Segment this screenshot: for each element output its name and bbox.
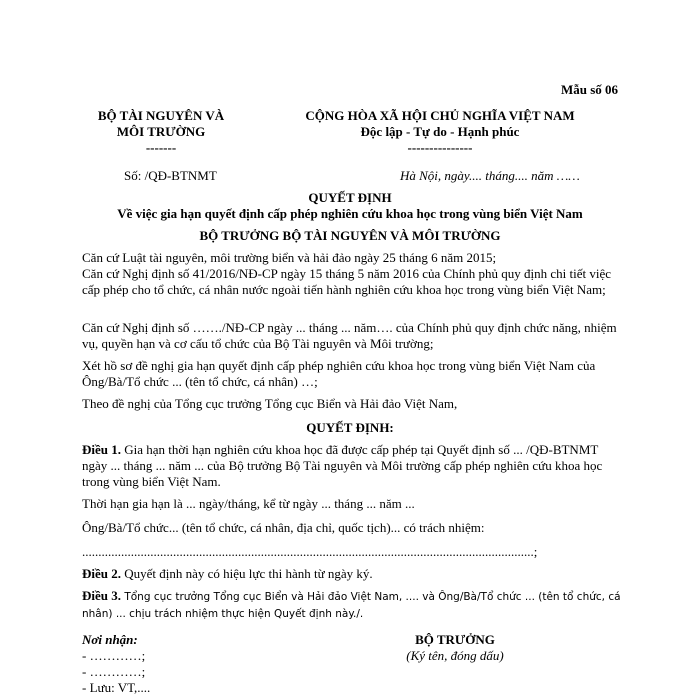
document-number: Số: /QĐ-BTNMT: [124, 168, 217, 183]
country-name: CỘNG HÒA XÃ HỘI CHỦ NGHĨA VIỆT NAM: [305, 108, 575, 123]
signer-title: BỘ TRƯỞNG: [415, 632, 495, 647]
ministry-name-line2: MÔI TRƯỜNG: [116, 124, 206, 139]
article-1: [82, 442, 622, 490]
recipient-item: - …………;: [82, 648, 146, 663]
preamble-decree-functions: Căn cứ Nghị định số ……./NĐ-CP ngày ... tháng ... năm…. của Chính phủ quy định chức năng, nhiệm vụ, quyền hạn và cơ cấu tổ chức của Bộ Tài nguyên và Môi trường;: [82, 320, 617, 351]
article-1-extension: Thời hạn gia hạn là ... ngày/tháng, kể từ ngày ... tháng ... năm ...: [82, 496, 415, 511]
preamble-proposal: Theo đề nghị của Tổng cục trưởng Tổng cục Biển và Hải đảo Việt Nam,: [82, 396, 458, 411]
recipient-item: - …………;: [82, 664, 146, 679]
recipients-label: Nơi nhận:: [82, 632, 138, 647]
article-1-label: Điều 1.: [82, 442, 121, 457]
article-1-dotted-line: ...........................................................................................................................................;: [82, 544, 538, 559]
article-3-text: Tổng cục trưởng Tổng cục Biển và Hải đảo Việt Nam, .... và Ông/Bà/Tổ chức ... (tên tổ chức, cá nhân) ... chịu trách nhiệm thực hiện Quyết định này./.: [82, 591, 621, 620]
national-motto: Độc lập - Tự do - Hạnh phúc: [360, 124, 520, 139]
preamble-dossier: Xét hồ sơ đề nghị gia hạn quyết định cấp phép nghiên cứu khoa học trong vùng biển Việt Nam của Ông/Bà/Tổ chức ... (tên tổ chức, cá nhân) …;: [82, 358, 596, 389]
article-2: [82, 566, 622, 582]
document-subject: Về việc gia hạn quyết định cấp phép nghiên cứu khoa học trong vùng biển Việt Nam: [117, 206, 583, 221]
article-2-label: Điều 2.: [82, 566, 121, 581]
decides-heading: QUYẾT ĐỊNH:: [306, 420, 394, 435]
issuer-title: BỘ TRƯỞNG BỘ TÀI NGUYÊN VÀ MÔI TRƯỜNG: [199, 228, 501, 243]
article-3: [82, 588, 622, 622]
ministry-name-line1: BỘ TÀI NGUYÊN VÀ: [97, 108, 225, 123]
article-2-text: Quyết định này có hiệu lực thi hành từ ngày ký.: [121, 566, 373, 581]
recipient-archive: - Lưu: VT,....: [82, 680, 151, 695]
ministry-rule: -------: [145, 140, 177, 155]
article-1-text: Gia hạn thời hạn nghiên cứu khoa học đã được cấp phép tại Quyết định số ... /QĐ-BTNMT ngày ... tháng ... năm ... của Bộ trưởng Bộ Tài nguyên và Môi trường cấp phép nghiên cứu khoa học trong vùng biển Việt Nam.: [82, 442, 603, 489]
motto-rule: ---------------: [407, 140, 473, 155]
place-and-date: Hà Nội, ngày.... tháng.... năm ……: [400, 168, 580, 183]
form-number: Mẫu số 06: [560, 82, 618, 97]
preamble-law: Căn cứ Luật tài nguyên, môi trường biển và hải đảo ngày 25 tháng 6 năm 2015;: [82, 250, 497, 265]
document-title: QUYẾT ĐỊNH: [308, 190, 392, 205]
preamble-decree-41: Căn cứ Nghị định số 41/2016/NĐ-CP ngày 15 tháng 5 năm 2016 của Chính phủ quy định chi tiết việc cấp phép cho tổ chức, cá nhân nước ngoài tiến hành nghiên cứu khoa học trong vùng biển Việt Nam;: [82, 266, 612, 297]
article-1-responsible: Ông/Bà/Tổ chức... (tên tổ chức, cá nhân, địa chỉ, quốc tịch)... có trách nhiệm:: [82, 520, 485, 535]
article-3-label: Điều 3.: [82, 588, 121, 603]
signer-note: (Ký tên, đóng dấu): [406, 648, 504, 663]
